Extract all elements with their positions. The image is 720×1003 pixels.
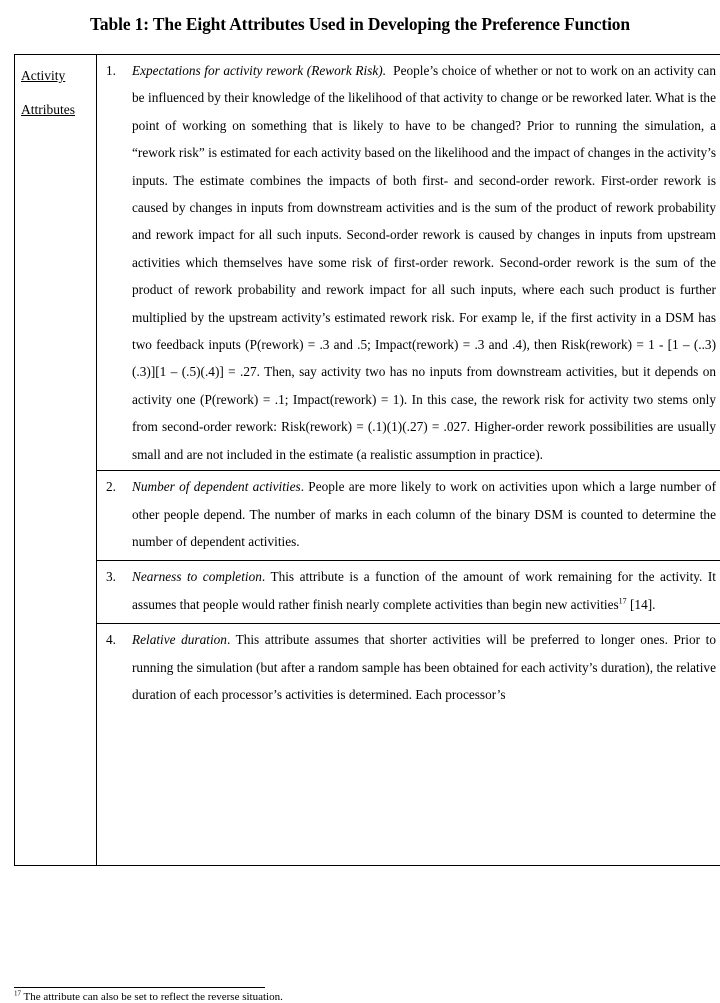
category-cell	[15, 55, 97, 866]
item-number: 1.	[97, 57, 132, 468]
footnote-ref: 17	[619, 596, 627, 605]
item-number: 4.	[97, 626, 132, 708]
item-number: 3.	[97, 563, 132, 618]
table-row	[15, 561, 720, 624]
item-heading: Nearness to completion	[132, 569, 262, 584]
item-body: . People are more likely to work on activities upon which a large number of other people depend. The number of marks in each column of the binary DSM is counted to determine the number of dependent activities.	[132, 479, 716, 549]
attributes-table	[14, 54, 720, 866]
attribute-cell-1	[97, 55, 720, 471]
item-number: 2.	[97, 473, 132, 555]
category-label-line1: Activity	[21, 59, 96, 93]
table-row	[15, 471, 720, 561]
item-body: . This attribute assumes that shorter activities will be preferred to longer ones. Prior to running the simulation (but after a random sample has been obtained for each activity’s duration), the relative duration of each processor’s activities is determined. Each processor’s	[132, 632, 716, 702]
item-tail: [14].	[627, 597, 656, 612]
item-heading: Number of dependent activities	[132, 479, 301, 494]
footnote-rule	[14, 987, 265, 988]
attribute-cell-2	[97, 471, 720, 561]
table-row	[15, 55, 720, 471]
category-label-line2: Attributes	[21, 93, 96, 127]
item-body: People’s choice of whether or not to work on an activity can be influenced by their knowledge of the likelihood of that activity to change or be reworked later. What is the point of working on something that is likely to have to be changed? Prior to running the simulation, a “rework risk” is estimated for each activity based on the likelihood and the impact of changes in the activity’s inputs. The estimate combines the impacts of both first- and second-order rework. First-order rework is caused by changes in inputs from downstream activities and is the sum of the product of rework probability and rework impact for all such inputs. Second-order rework is caused by changes in inputs from upstream activities which themselves have some risk of first-order rework. Second-order rework is the sum of the product of rework probability and rework impact for all such inputs, where each such product is further multiplied by the upstream activity’s estimated rework risk. For examp le, if the first activity in a DSM has two feedback inputs (P(rework) = .3 and .5; Impact(rework) = .3 and .4), then Risk(rework) = 1 - [1 – (..3)(.3)][1 – (.5)(.4)] = .27. Then, say activity two has no inputs from downstream activities, but it depends on activity one (P(rework) = .1; Impact(rework) = 1). In this case, the rework risk for activity two stems only from second-order rework: Risk(rework) = (.1)(1)(.27) = .027. Higher-order rework possibilities are usually small and are not included in the estimate (a realistic assumption in practice).	[132, 63, 716, 462]
table-title: Table 1: The Eight Attributes Used in Developing the Preference Function	[0, 14, 720, 35]
footnote-mark: 17	[14, 989, 21, 997]
table-row	[15, 624, 720, 866]
item-heading: Relative duration	[132, 632, 227, 647]
item-heading: Expectations for activity rework (Rework Risk).	[132, 63, 386, 78]
footnote	[14, 991, 283, 1003]
attribute-cell-3	[97, 561, 720, 624]
footnote-text: The attribute can also be set to reflect the reverse situation.	[21, 991, 283, 1003]
item-body: . This attribute is a function of the amount of work remaining for the activity. It assumes that people would rather finish nearly complete activities than begin new activities	[132, 569, 716, 611]
attribute-cell-4	[97, 624, 720, 866]
